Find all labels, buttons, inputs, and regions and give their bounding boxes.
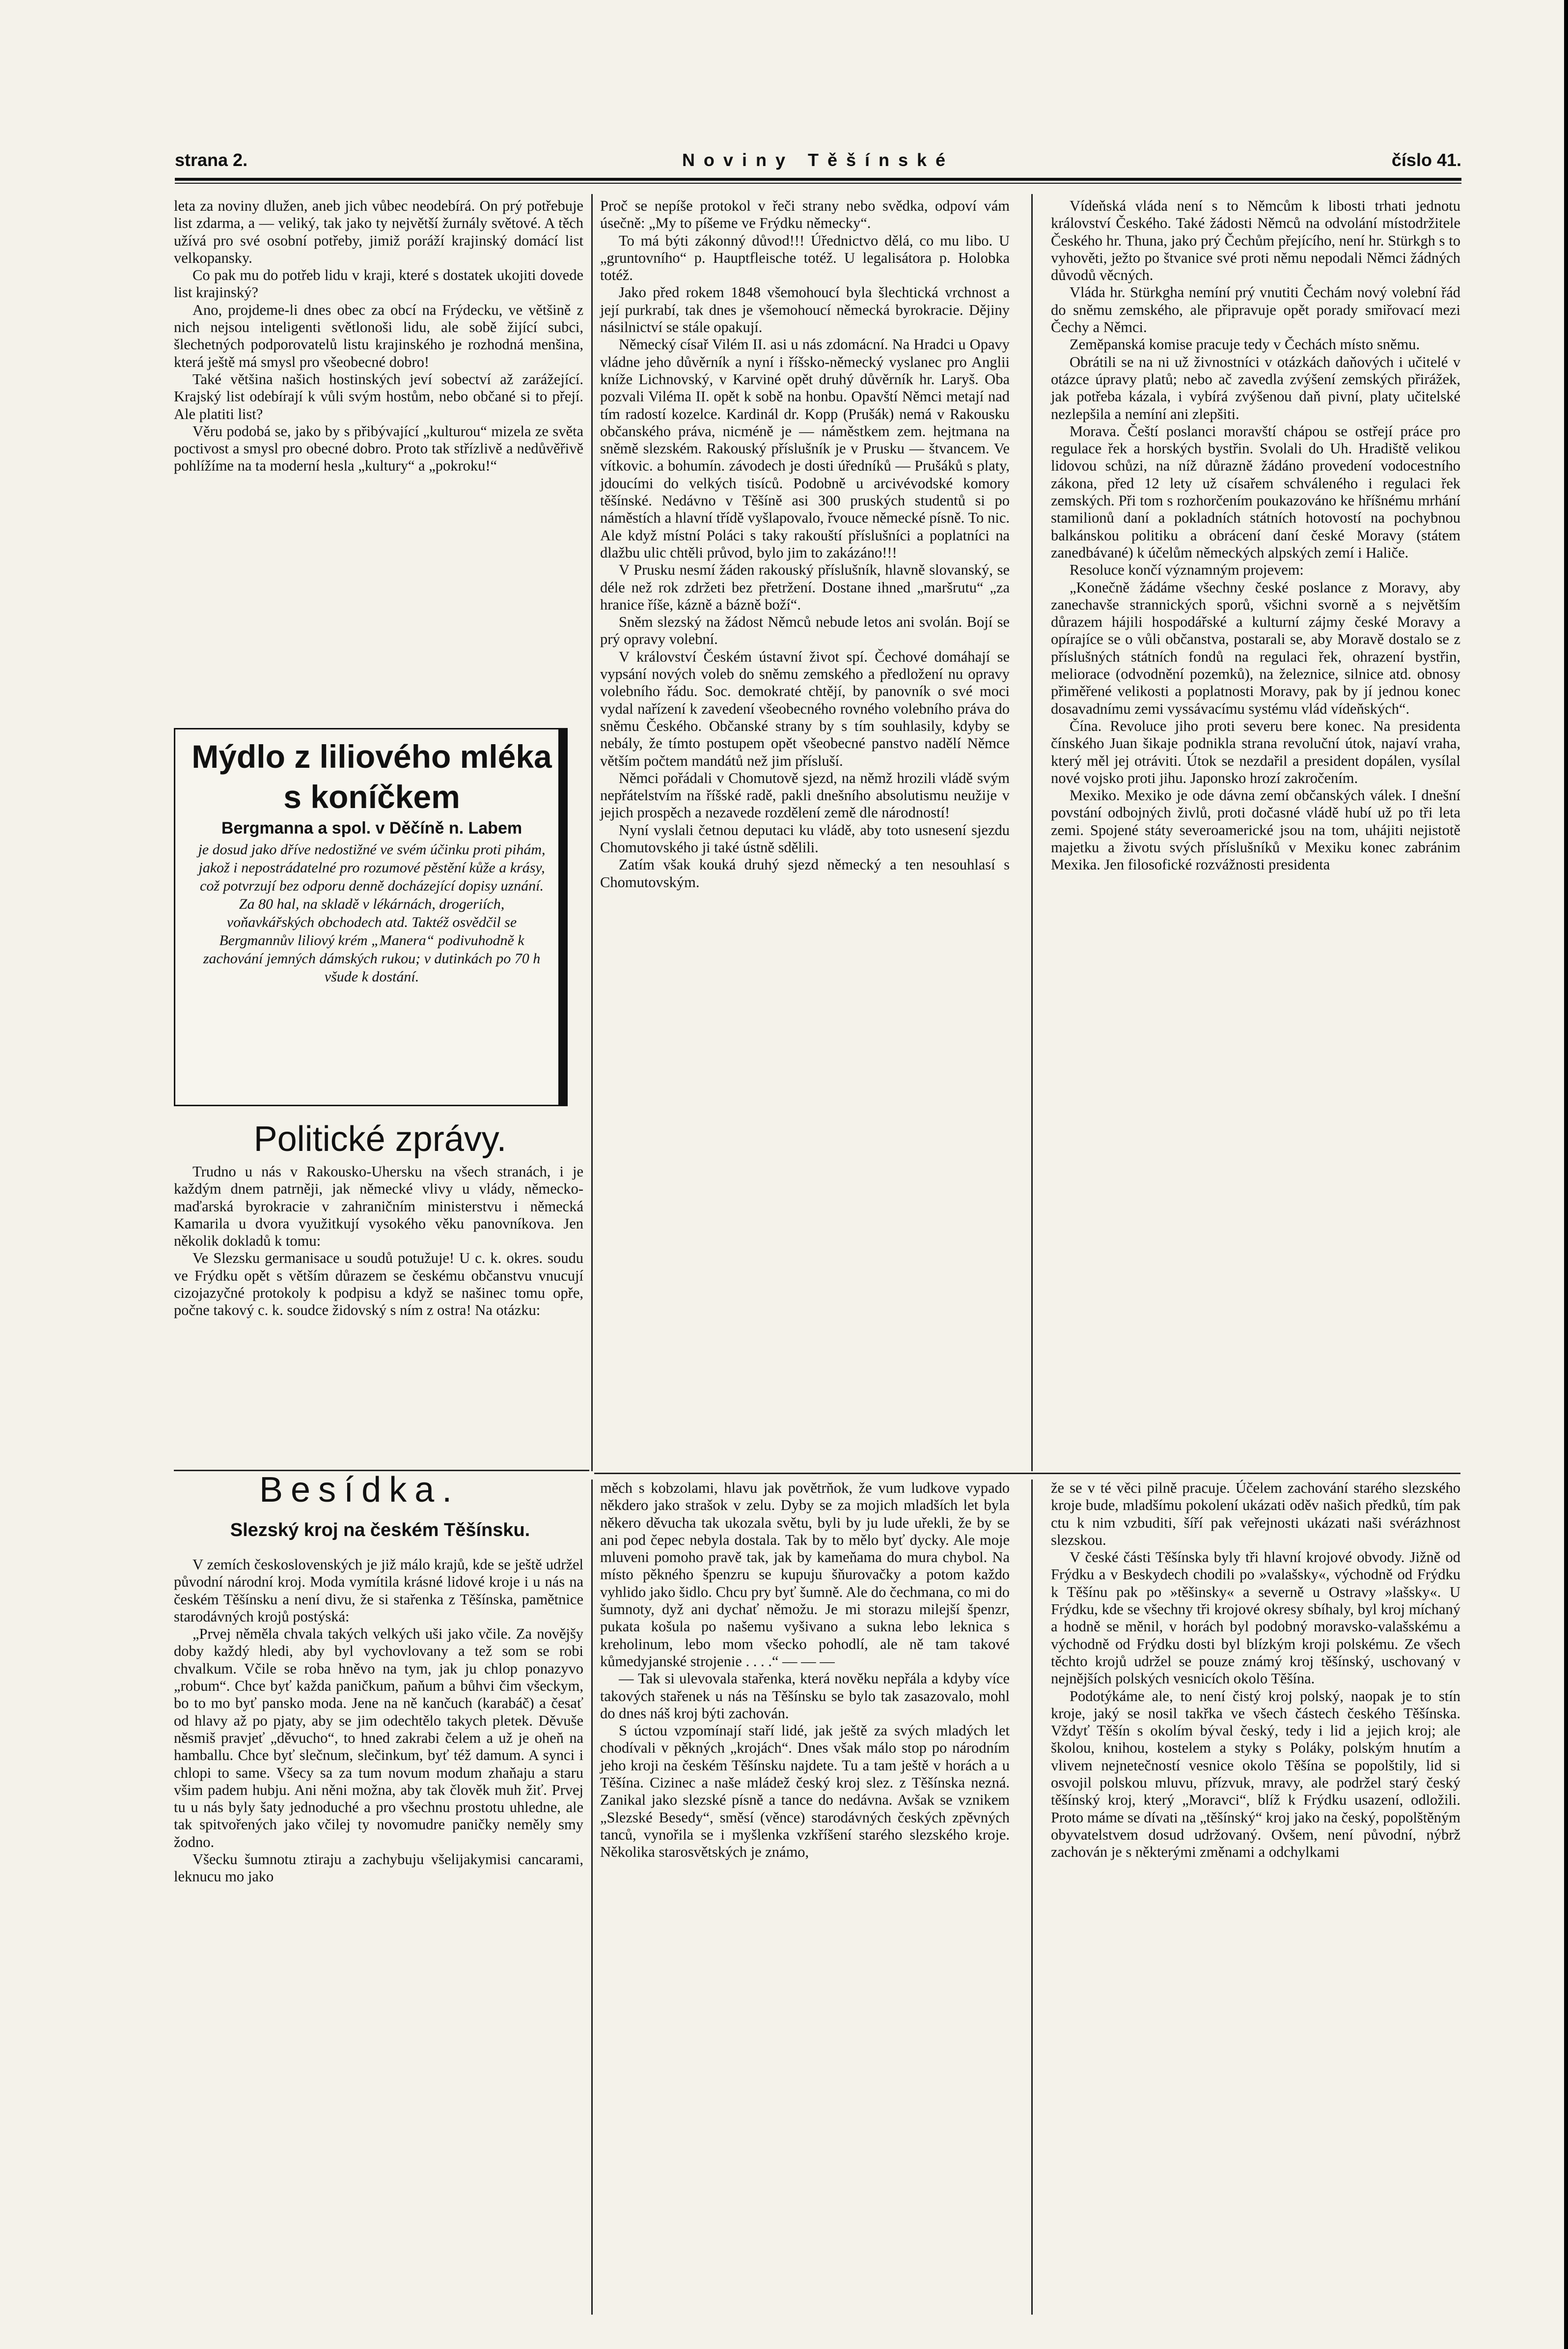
paragraph: Obrátili se na ni už živnostníci v otázkách daňových i učitelé v otázce úpravy platů; nebo ač zavedla zvýšení zemských přirážek, jak potřeba kázala, i vybírá zvýšenou daň pivní, platy učitelské nezlepšila a nemíní ani zlepšiti. [1051,353,1460,422]
besidka-column-3 [1051,1480,1460,1861]
page-header [175,150,1461,179]
paragraph: Podotýkáme ale, to není čistý kroj polský, naopak je to stín kroje, jaký se nosil takřka ve všech částech českého Těšínska. Vždyť Těšín s okolím býval český, tedy i lid a jejich kroj; ale školou, knihou, kostelem a styky s Poláky, polským hnutím a vlivem nejnetečností vesnice okolo Těšína se popolštily, lid si osvojil polskou mluvu, přízvuk, mravy, ale podržel starý český těšínský kroj, který „Moravci“, blíž k Frýdku usazení, odložili. Proto máme se dívati na „těšínský“ kroj jako na český, popolštěným obyvatelstvem dosud udržovaný. Ovšem, není původní, nýbrž zachován je s některými změnami a odchylkami [1051,1687,1460,1861]
header-rule-thin [175,183,1461,184]
ad-border-bar [558,729,566,1105]
header-rule-thick [175,178,1461,181]
paragraph: Věru podobá se, jako by s přibývající „kulturou“ mizela ze světa poctivost a smysl pro obecné dobro. Proto tak střízlivě a nedůvěřivě pohlížíme na ta moderní hesla „kultury“ a „pokroku!“ [174,422,583,475]
paragraph: — Tak si ulevovala stařenka, která nověku nepřála a kdyby více takových stařenek u nás na Těšínsku se bylo tak zasazovalo, mohl do dnes náš kroj býti zachován. [600,1670,1010,1722]
paragraph: Jako před rokem 1848 všemohoucí byla šlechtická vrchnost a její purkrabí, tak dnes je všemohoucí německá byrokracie. Dějiny násilnictví se stále opakují. [600,284,1010,336]
paragraph: Zeměpanská komise pracuje tedy v Čechách místo sněmu. [1070,336,1420,353]
article-title-slezsky-kroj: Slezský kroj na českém Těšínsku. [230,1520,530,1540]
paragraph: že se v té věci pilně pracuje. Účelem zachování starého slezského kroje bude, mladšímu pokolení ukázati oděv našich předků, tím pak ctu k nim vzbuditi, šíří pak veřejnosti ukázati naši svérázhnost slezskou. [1051,1480,1460,1548]
paragraph: Vídeňská vláda není s to Němcům k libosti trhati jednotu království Českého. Také žádosti Němců na odvolání místodržitele Českého hr. Thuna, jako prý Čechům přejícího, není hr. Stürkgh s to vyhověti, ježto po štvanice své proti němu nepodali Němci žádných důvodů věcných. [1051,197,1460,284]
paragraph: Sněm slezský na žádost Němců nebude letos ani svolán. Bojí se prý opravy volební. [600,614,1010,648]
paragraph: Co pak mu do potřeb lidu v kraji, které s dostatek ukojiti dovede list krajinský? [174,267,583,301]
paragraph: To má býti zákonný důvod!!! Úřednictvo dělá, co mu libo. U „gruntovního“ p. Hauptfleische totéž. U legalisátora p. Holobka totéž. [600,232,1010,284]
column-separator [1031,1480,1033,2315]
column-1-politicke [174,1163,583,1319]
section-heading-politicke: Politické zprávy. [253,1119,507,1159]
column-separator [591,1480,593,2315]
section-heading-besidka: Besídka. [259,1470,460,1510]
paragraph: Mexiko. Mexiko je ode dávna zemí občanských válek. I dnešní povstání odbojných živlů, proti dočasné vládě hubí už po tři leta zemi. Spojené státy severoamerické jsou na tom, uhájiti nejistotě majetku a životu svých příslušníků v Mexiku konec zabránim Mexika. Jen filosofické rozvážnosti presidenta [1051,787,1460,873]
column-3-top [1051,197,1460,874]
page-number: strana 2. [175,150,248,170]
besidka-column-1 [174,1556,583,1886]
paragraph: Německý císař Vilém II. asi u nás zdomácní. Na Hradci u Opavy vládne jeho důvěrník a nyní i říšsko-německý vyslanec pro Anglii kníže Lichnovský, v Karviné opět druhý důvěrník hr. Laryš. Oba pozvali Viléma II. opět k sobě na honbu. Opavští Němci metají nad tím radostí kozelce. Kardinál dr. Kopp (Prušák) nemá v Rakousku občanského práva, nicméně je — náměstkem zem. hejtmana na sněmě slezském. Rakouský příslušník je v Prusku — štvancem. Ve vítkovic. a bohumín. závodech je dosti úředníků — Prušáků s platy, jdoucími do velkých tisíců. Podobně u arcivévodské komory těšínské. Nedávno v Těšíně asi 300 pruských studentů si po náměstích a hlavní třídě vyšlapovalo, řvouce německé písně. To nic. Ale když místní Poláci s taky rakouští příslušníci a poplatníci na dlažbu ulic chtěli průvod, bylo jim to zakázáno!!! [600,336,1010,561]
ad-title: Mýdlo z liliového mléka s koníčkem [192,738,552,815]
paragraph: „Prvej něměla chvala takých velkých uši jako včile. Za novějšy doby každý hledi, aby byl vychovlovany a tež som se robi chvalkum. Včile se roba hněvo na tym, jak ju chlop ponazyvo „robum“. Chce byť každa paničkum, paňum a bůhvi čim všeckym, bo to mo byť pansko moda. Jene na ně kančuch (karabáč) a česať od hlavy až po pjaty, aby se jim odechtělo takych pletek. Děvuše něsmiš pravjeť „děvucho“, to hned zakrabi čelem a už je oheň na hamballu. Chce byť slečnum, slečinkum, byť též damum. A synci i chlopi to same. Všecy sa za tum novum modum zhaňaju a staru všim padem hubju. Ani něni možna, aby tak člověk muh žiť. Prvej tu u nás byly šaty jednoduché a pro všechnu prostotu uhledne, ale tak spitvořených jako včilej ty novomudre paničky neměly smy žodno. [174,1625,583,1850]
soap-advertisement [174,728,568,1106]
ad-body: je dosud jako dříve nedostižné ve svém účinku proti pihám, jakož i nepostrádatelné pro rozumové pěstění kůže a krásy, což potvrzují bez odporu denně docházející dopisy uznání. Za 80 hal, na skladě v lékárnách, drogeriích, voňavkářských obchodech atd. Taktéž osvědčil se Bergmannův liliový krém „Manera“ podivuhodně k zachování jemných dámských rukou; v dutinkách po 70 h všude k dostání. [198,841,546,985]
paragraph: V zemích československých je již málo krajů, kde se ještě udržel původní národní kroj. Moda vymítila krásné lidové kroje i u nás na českém Těšínsku a není divu, že si stařenka z Těšínska, pamětnice starodávných krojů postýská: [174,1556,583,1625]
paragraph: Nyní vyslali četnou deputaci ku vládě, aby toto usnesení sjezdu Chomutovského ji také ústně sdělili. [600,821,1010,856]
paragraph: Čína. Revoluce jiho proti severu bere konec. Na presidenta čínského Juan šikaje podnikla strana revoluční útok, najaví vraha, který měl jej otráviti. Útok se nezdařil a president dopálen, vysílal nové vojsko proti jihu. Japonsko hrozí zakročením. [1051,717,1460,786]
issue-number: číslo 41. [1391,150,1461,170]
newspaper-title: Noviny Těšínské [682,150,955,170]
paragraph: Ano, projdeme-li dnes obec za obcí na Frýdecku, ve většině z nich nejsou inteligenti světlonoši lidu, ale sobě žijící subci, šlechetných podporovatelů listu krajinského je rozhodná menšina, která ještě má smysl pro všeobecné dobro! [174,301,583,370]
paragraph: leta za noviny dlužen, aneb jich vůbec neodebírá. On prý potřebuje list zdarma, a — veliký, tak jako ty největší žurnály světové. A těch užívá pro své osobní potřeby, jimiž poráží krajinský domácí list velkopansky. [174,197,583,266]
column-2-top [600,197,1010,891]
paragraph: měch s kobzolami, hlavu jak povětrňok, že vum ludkove vypado někdero jako strašok v zelu. Dyby se za mojich mladších let byla někero děvucha tak ukozala světu, byli by ju lude uřekli, že by se ani pod čepec nebyla dostala. Tak by to mělo byť dycky. Ale moje mluveni pomoho pravě tak, jak by kameňama do mura chybol. Na místo pěkného špenzru se kupuju šňurovačky a potom každo vyhlido jako šidlo. Chcu pry byť šumně. Ale do čechmana, co mi do šumnoty, dyž ani dychať němožu. Je mi storazu milejší špenzr, pukata košula po našemu vyšivano a sukna lebo leknica s kreholinum, lebo mom všecko pohodlí, ale ně tam takové kůmedyjanské strojenie . . . .“ — — — [600,1480,1010,1670]
paragraph: S úctou vzpomínají staří lidé, jak ještě za svých mladých let chodívali v pěkných „krojách“. Dnes však málo stop po národním jeho kroji na českém Těšínsku najdete. Tu a tam ještě v horách a u Těšína. Cizinec a naše mládež český kroj slez. z Těšínska nezná. Zanikal jako slezské písně a tance do nedávna. Avšak se vznikem „Slezské Besedy“, směsí (věnce) starodávných českých zpěvných tanců, vynořila se i myšlenka vzkříšení starého slezského kroje. Několika starosvětských je známo, [600,1722,1010,1861]
column-separator [591,194,593,1471]
ad-company: Bergmanna a spol. v Děčíně n. Labem [221,819,523,838]
paragraph: Trudno u nás v Rakousko-Uhersku na všech stranách, i je každým dnem patrněji, jak německé vlivy u vlády, německo-maďarská byrokracie v zahraničním ministerstvu i německá Kamarila u dvora využitkují vysokého věku panovníkova. Jen několik dokladů k tomu: [174,1163,583,1250]
besidka-column-2 [600,1480,1010,1861]
paragraph: Proč se nepíše protokol v řeči strany nebo svědka, odpoví vám úsečně: „My to píšeme ve Frýdku německy“. [600,197,1010,232]
paragraph: Zatím však kouká druhý sjezd německý a ten nesouhlasí s Chomutovským. [600,856,1010,891]
scan-edge [1564,0,1568,2349]
paragraph: Vláda hr. Stürkgha nemíní prý vnutiti Čechám nový volební řád do sněmu zemského, ale připravuje opět porady smiřovací mezi Čechy a Němci. [1051,284,1460,336]
column-separator [1031,194,1033,1471]
paragraph: V české části Těšínska byly tři hlavní krojové obvody. Jižně od Frýdku a v Beskydech chodili po »valašsky«, východně od Frýdku k Těšínu pak po »těšinsky« a severně u Ostravy »lašsky«. U Frýdku, kde se všechny tři krojové okresy sbíhaly, byl kroj míchaný a hodně se měnil, v horách byl podobný moravsko-valašskému a východně od Frýdku dosti byl blízkým kroji polskému. Ze všech těchto krojů udržel se pouze známý kroj těšínský, uschovaný v nejnějších polských vesnicích okolo Těšína. [1051,1549,1460,1687]
paragraph: Také většina našich hostinských jeví sobectví až zarážející. Krajský list odebírají k vůli svým hostům, nebo občané si to přejí. Ale platiti list? [174,370,583,422]
paragraph: Všecku šumnotu ztiraju a zachybuju všelijakymisi cancarami, leknucu mo jako [174,1851,583,1885]
paragraph: „Konečně žádáme všechny české poslance z Moravy, aby zanechavše strannických sporů, všichni svorně a s největším důrazem hájili hospodářské a kulturní zájmy české Moravy a opírajíce se o vůli občanstva, postarali se, aby Moravě dostalo se z příslušných státních fondů na regulaci řek, ohrazení bystřin, meliorace (odvodnění pozemků), na železnice, silnice atd. obnosy přiměřené velikosti a poplatnosti Moravy, pak by jí jednou konec dosavadnímu zemi vyssávacímu systému vlád vídeňských“. [1051,579,1460,717]
paragraph: Morava. Čeští poslanci moravští chápou se ostřejí práce pro regulace řek a horských bystřin. Svolali do Uh. Hradiště velikou lidovou schůzi, na níž důrazně žádáno provedení vodocestního zákona, před 12 lety už císařem schváleného i regulaci řek zemských. Při tom s rozhorčením poukazováno ke hříšnému mrhání stamilionů daní a pokladních státních hotovostí na pochybnou balkánskou politiku a obrácení daní české Moravy (státem zanedbávané) k účelům německých alpských zemí i Haliče. [1051,422,1460,561]
paragraph: V království Českém ústavní život spí. Čechové domáhají se vypsání nových voleb do sněmu zemského a předložení nu opravy volebního řádu. Soc. demokraté chtějí, by panovník o své moci vydal nařízení k zavedení všeobecného rovného volebního práva do sněmu Českého. Občanské strany by s tím souhlasily, kdyby se nebály, že tímto postupem opět všeobecné panstvo nadělí Němce větším počtem mandátů než jim přísluší. [600,648,1010,769]
paragraph: Resoluce končí významným projevem: [1070,561,1304,579]
column-1-top [174,197,583,475]
section-separator [594,1473,1460,1474]
paragraph: V Prusku nesmí žáden rakouský příslušník, hlavně slovanský, se déle než rok zdržeti bez přetržení. Dostane ihned „maršrutu“ „za hranice říše, kázně a bázně boží“. [600,561,1010,613]
paragraph: Němci pořádali v Chomutově sjezd, na němž hrozili vládě svým nepřátelstvím na říšské radě, pakli dnešního absolutismu neužije v jejich prospěch a nezavede rozdělení země dle národností! [600,769,1010,821]
paragraph: Ve Slezsku germanisace u soudů potužuje! U c. k. okres. soudu ve Frýdku opět s větším důrazem se českému občanstvu vnucují cizojazyčné protokoly k podpisu a když se našinec tomu opře, počne takový c. k. soudce židovský s ním z ostra! Na otázku: [174,1250,583,1319]
